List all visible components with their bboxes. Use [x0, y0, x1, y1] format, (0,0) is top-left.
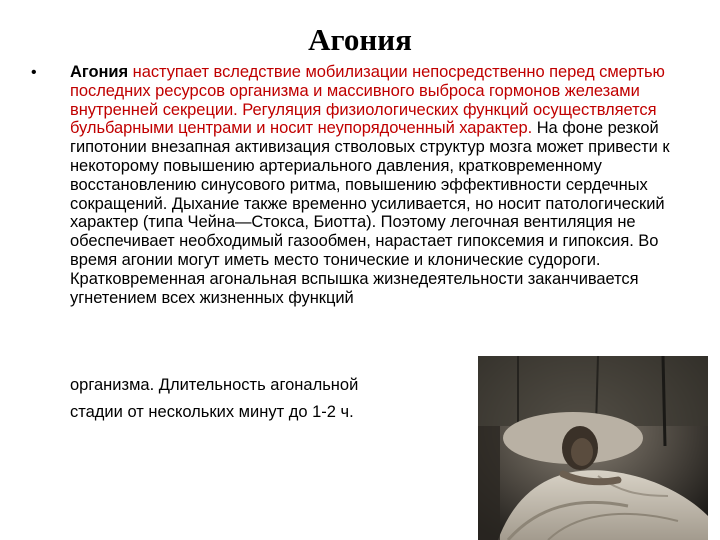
- photograph-image: [478, 356, 708, 540]
- tail-line-2: стадии от нескольких минут до 1-2 ч.: [70, 403, 354, 421]
- paragraph-black-text: На фоне резкой гипотонии внезапная активизация стволовых структур мозга может привести к некоторому повышению артериального давления, кратковременному восстановлению синусового ритма, повышению эффективности сердечных сокращений. Дыхание также временно усиливается, но носит патологический характер (типа Чейна—Стокса, Биотта). Поэтому легочная вентиляция не обеспечивает необходимый газообмен, нарастает гипоксемия и гипоксия. Во время агонии могут иметь место тонические и клонические судороги. Кратковременная агональная вспышка жизнедеятельности заканчивается угнетением всех жизненных функций: [70, 119, 670, 307]
- paragraph-tail: [70, 372, 430, 426]
- slide-title-text: Агония: [308, 22, 412, 57]
- agony-paragraph: [70, 63, 682, 307]
- slide-title: [0, 22, 720, 58]
- tail-line-1: организма. Длительность агональной: [70, 376, 359, 394]
- term-agony: Агония: [70, 63, 129, 81]
- paragraph-red-text: наступает вследствие мобилизации непосредственно перед смертью последних ресурсов организма и массивного выброса гормонов железами внутренней секреции. Регуляция физиологических функций осуществляется бульбарными центрами и носит неупорядоченный характер.: [70, 63, 665, 138]
- agony-photograph: [478, 356, 708, 540]
- bullet-marker: •: [31, 64, 37, 81]
